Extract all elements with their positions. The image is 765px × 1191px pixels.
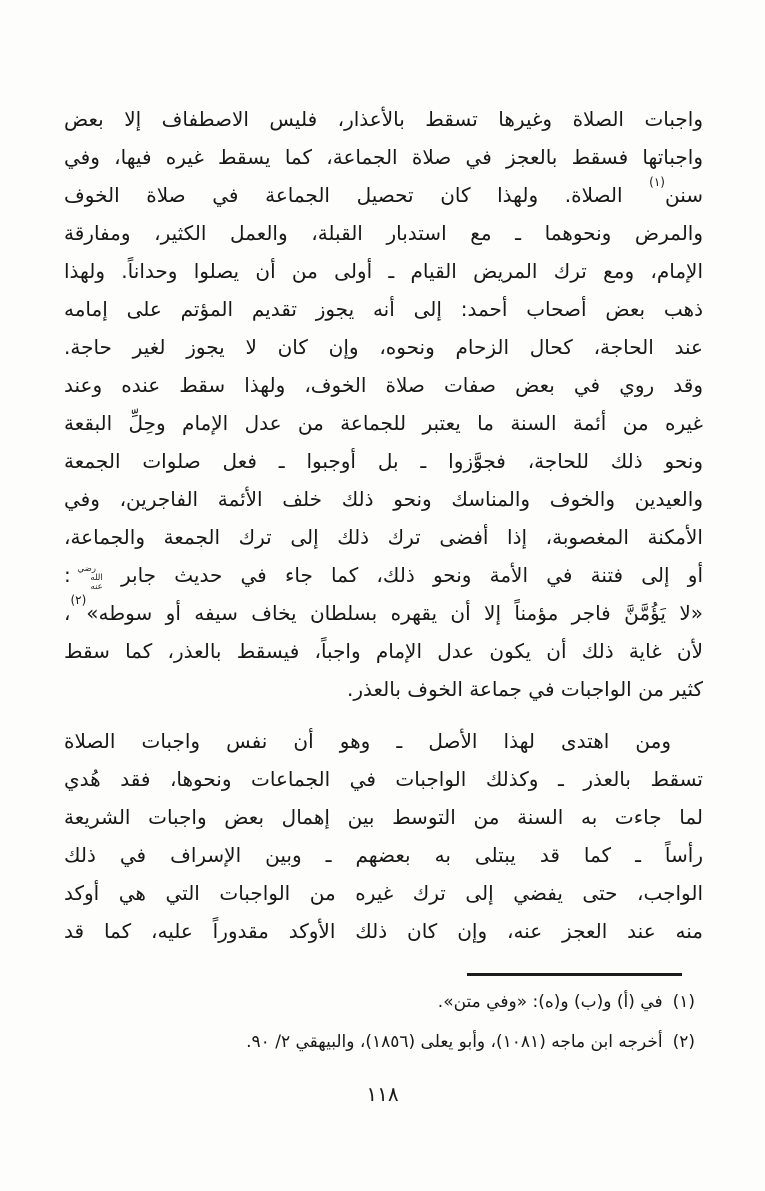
text-line: منه عند العجز عنه، وإن كان ذلك الأوكد مقدوراً عليه، كما قد <box>64 919 703 943</box>
honorific-radiallahu-anhu-icon <box>71 565 103 592</box>
text-segment: سنن <box>664 183 703 207</box>
paragraph-2 <box>64 722 703 950</box>
text-line: ذهب بعض أصحاب أحمد: إلى أنه يجوز تقديم المؤتم على إمامه <box>64 297 703 321</box>
text-line: وقد روي في بعض صفات صلاة الخوف، ولهذا سقط عنده وعند <box>64 373 703 397</box>
footnotes-block <box>64 982 695 1062</box>
text-line: والعيدين والخوف والمناسك ونحو ذلك خلف الأئمة الفاجرين، وفي <box>64 487 703 511</box>
honorific-text: رضي الله <box>77 564 103 584</box>
text-line: رأساً ـ كما قد يبتلى به بعضهم ـ وبين الإسراف في ذلك <box>64 843 703 867</box>
footnote-text: في (أ) و(ب) و(ه): «وفي متن». <box>437 992 663 1012</box>
text-line: الإمام، ومع ترك المريض القيام ـ أولى من أن يصلوا وحداناً. ولهذا <box>64 259 703 283</box>
footnote-2 <box>64 1022 695 1062</box>
text-line: تسقط بالعذر ـ وكذلك الواجبات في الجماعات ونحوها، فقد هُدي <box>64 767 703 791</box>
text-line: الأمكنة المغصوبة، إذا أفضى ترك ذلك إلى ترك الجمعة والجماعة، <box>64 525 703 549</box>
text-line: عند الحاجة، كحال الزحام ونحوه، وإن كان لا يجوز لغير حاجة. <box>64 335 703 359</box>
text-line: غيره من أئمة السنة ما يعتبر للجماعة من عدل الإمام وحِلِّ البقعة <box>64 411 703 435</box>
text-line: والمرض ونحوهما ـ مع استدبار القبلة، والعمل الكثير، ومفارقة <box>64 221 703 245</box>
footnote-text: أخرجه ابن ماجه (١٠٨١)، وأبو يعلى (١٨٥٦)، والبيهقي ٢/ ٩٠. <box>246 1032 663 1052</box>
hadith-text: «لا يَؤُمَّنَّ فاجر مؤمناً إلا أن يقهره بسلطان يخاف سيفه أو سوطه» <box>86 601 703 625</box>
footnote-marker: (١) <box>672 992 695 1012</box>
honorific-text: عنه <box>90 582 103 592</box>
text-line hadith-quote <box>64 594 703 632</box>
text-line: لأن غاية ذلك أن يكون عدل الإمام واجباً، فيسقط بالعذر، كما سقط <box>64 639 703 663</box>
footnote-ref-1: (١) <box>649 175 665 190</box>
text-line: ومن اهتدى لهذا الأصل ـ وهو أن نفس واجبات الصلاة <box>64 729 671 753</box>
footnote-divider <box>467 973 682 976</box>
text-segment: أو إلى فتنة في الأمة ونحو ذلك، كما جاء في حديث جابر <box>102 563 703 587</box>
text-line <box>64 176 703 214</box>
footnote-ref-2: (٢) <box>70 593 87 608</box>
text-line: واجباتها فسقط بالعجز في صلاة الجماعة، كما يسقط غيره فيها، وفي <box>64 145 703 169</box>
text-line: الواجب، حتى يفضي إلى ترك غيره من الواجبات التي هي أوكد <box>64 881 703 905</box>
text-segment: الصلاة. ولهذا كان تحصيل الجماعة في صلاة الخوف <box>64 183 650 207</box>
text-line <box>64 556 703 594</box>
text-line: واجبات الصلاة وغيرها تسقط بالأعذار، فليس الاصطفاف إلا بعض <box>64 107 703 131</box>
footnote-marker: (٢) <box>672 1032 695 1052</box>
footnote-1 <box>64 982 695 1022</box>
text-segment: : <box>64 563 71 587</box>
page-number: ١١٨ <box>366 1082 399 1106</box>
text-line: لما جاءت به السنة من التوسط بين إهمال بعض واجبات الشريعة <box>64 805 703 829</box>
paragraph-1 <box>64 100 703 708</box>
text-line: كثير من الواجبات في جماعة الخوف بالعذر. <box>346 677 703 701</box>
text-line: ونحو ذلك للحاجة، فجوَّزوا ـ بل أوجبوا ـ فعل صلوات الجمعة <box>64 449 703 473</box>
main-text-block <box>64 100 703 950</box>
text-segment: ، <box>64 601 71 625</box>
